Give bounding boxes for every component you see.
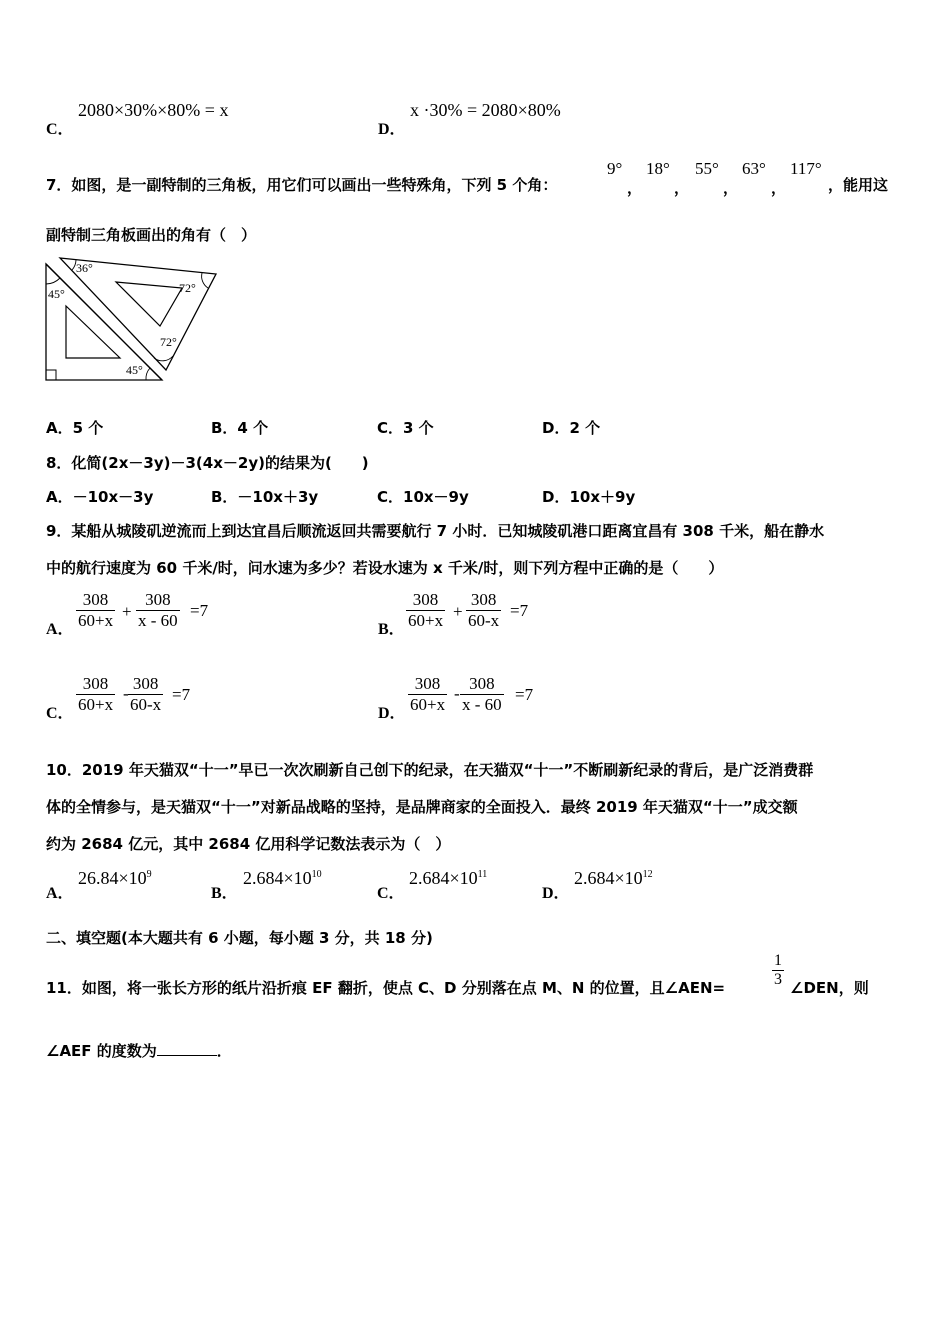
section-heading: 二、填空题(本大题共有 6 小题，每小题 3 分，共 18 分) bbox=[46, 929, 433, 947]
q9-option-b-operator: + bbox=[453, 602, 463, 621]
q8-option-b: B．－10x＋3y bbox=[211, 488, 319, 506]
q9-stem-line2: 中的航行速度为 60 千米/时，问水速为多少？若设水速为 x 千米/时，则下列方程中正确的是（ ） bbox=[46, 559, 724, 577]
q9-option-c-rhs: =7 bbox=[172, 685, 191, 704]
q7-angle-3: 55° bbox=[695, 159, 719, 178]
angle-arc bbox=[202, 273, 208, 288]
q9-option-d-fraction-1: $\frac{308}{60+x}$ bbox=[410, 674, 446, 714]
q10-option-a-expression: $26.84\times 10^9$ bbox=[78, 868, 152, 888]
q10-option-a-label: A． bbox=[46, 885, 74, 902]
q7-angle-4: 63° bbox=[742, 159, 766, 178]
angle-arc bbox=[146, 368, 150, 380]
q7-angle-1: 9° bbox=[607, 159, 623, 178]
q7-stem-part3: 副特制三角板画出的角有（ ） bbox=[46, 226, 257, 244]
q9-option-c-label: C． bbox=[46, 705, 74, 722]
q7-option-c: C．3 个 bbox=[377, 419, 434, 437]
q7-stem-part1: 7．如图，是一副特制的三角板，用它们可以画出一些特殊角，下列 5 个角： bbox=[46, 176, 558, 194]
q9-option-a-operator: + bbox=[122, 602, 132, 621]
q9-option-b-rhs: =7 bbox=[510, 601, 529, 620]
q10-option-b-expression: $2.684\times 10^{10}$ bbox=[243, 868, 322, 888]
q10-option-d-label: D． bbox=[542, 885, 570, 902]
q9-option-d-fraction-2: $\frac{308}{x - 60}$ bbox=[462, 674, 502, 714]
q8-option-a: A．－10x－3y bbox=[46, 488, 154, 506]
q11-stem-line2: ∠AEF 的度数为 ． bbox=[46, 1042, 232, 1060]
q10-stem-line1: 10．2019 年天猫双“十一”早已一次次刷新自己创下的纪录，在天猫双“十一”不断刷新纪录的背后，是广泛消费群 bbox=[46, 761, 814, 779]
q9-option-a-rhs: =7 bbox=[190, 601, 209, 620]
q9-option-a-fraction-1: $\frac{308}{60+x}$ bbox=[78, 590, 114, 630]
q7-stem-part2: ，能用这 bbox=[828, 176, 889, 194]
q10-option-d-expression: $2.684\times 10^{12}$ bbox=[574, 868, 653, 888]
angle-arc bbox=[46, 278, 60, 284]
q9-option-a-fraction-2: $\frac{308}{x - 60}$ bbox=[138, 590, 178, 630]
right-angle-mark bbox=[46, 370, 56, 380]
q6-option-d-label: D． bbox=[378, 121, 406, 138]
angle-arc bbox=[154, 356, 173, 361]
q9-option-d-rhs: =7 bbox=[515, 685, 534, 704]
q7-separator: ， bbox=[674, 179, 690, 197]
figure-angle-label: 36° bbox=[76, 261, 93, 275]
q10-option-c-expression: $2.684\times 10^{11}$ bbox=[409, 868, 488, 888]
q9-option-c-operator: - bbox=[123, 684, 129, 703]
figure-angle-label: 72° bbox=[160, 335, 177, 349]
q11-fraction: $\frac{1}{3}$ bbox=[774, 952, 782, 988]
q9-option-b-fraction-2: $\frac{308}{60-x}$ bbox=[468, 590, 500, 630]
q6-option-c-expression: 2080×30%×80% = x bbox=[78, 100, 229, 120]
q11-stem-part2: ∠DEN，则 bbox=[790, 979, 869, 997]
q9-option-c-fraction-2: $\frac{308}{60-x}$ bbox=[130, 674, 162, 714]
q7-separator: ， bbox=[771, 179, 787, 197]
q7-option-a: A．5 个 bbox=[46, 419, 104, 437]
figure-angle-label: 72° bbox=[179, 281, 196, 295]
q6-option-c-label: C． bbox=[46, 121, 74, 138]
q9-stem-line1: 9．某船从城陵矶逆流而上到达宜昌后顺流返回共需要航行 7 小时．已知城陵矶港口距离宜昌有 308 千米，船在静水 bbox=[46, 522, 825, 540]
q7-separator: ， bbox=[723, 179, 739, 197]
q8-stem: 8．化简(2x－3y)－3(4x－2y)的结果为( ) bbox=[46, 454, 369, 472]
q10-option-b-label: B． bbox=[211, 885, 238, 902]
figure-angle-label: 45° bbox=[126, 363, 143, 377]
q10-stem-line2: 体的全情参与，是天猫双“十一”对新品战略的坚持，是品牌商家的全面投入．最终 2019 年天猫双“十一”成交额 bbox=[46, 798, 798, 816]
q10-stem-line3: 约为 2684 亿元，其中 2684 亿用科学记数法表示为（ ） bbox=[46, 835, 451, 853]
q10-option-c-label: C． bbox=[377, 885, 405, 902]
q7-option-d: D．2 个 bbox=[542, 419, 601, 437]
q9-option-b-label: B． bbox=[378, 621, 405, 638]
q9-option-a-label: A． bbox=[46, 621, 74, 638]
q7-option-b: B．4 个 bbox=[211, 419, 269, 437]
special-triangle-inner bbox=[116, 282, 182, 326]
q9-option-c-fraction-1: $\frac{308}{60+x}$ bbox=[78, 674, 114, 714]
q7-separator: ， bbox=[627, 179, 643, 197]
q6-option-d-expression: x ·30% = 2080×80% bbox=[410, 100, 561, 120]
q9-option-d-operator: - bbox=[454, 684, 460, 703]
q7-angle-2: 18° bbox=[646, 159, 670, 178]
answer-blank[interactable] bbox=[157, 1041, 217, 1056]
q8-option-c: C．10x－9y bbox=[377, 488, 469, 506]
q9-option-d-label: D． bbox=[378, 705, 406, 722]
q8-option-d: D．10x＋9y bbox=[542, 488, 636, 506]
right-isosceles-triangle-inner bbox=[66, 306, 120, 358]
triangle-hypotenuse bbox=[46, 264, 162, 380]
figure-angle-label: 45° bbox=[48, 287, 65, 301]
q9-option-b-fraction-1: $\frac{308}{60+x}$ bbox=[408, 590, 444, 630]
q7-angle-5: 117° bbox=[790, 159, 822, 178]
q11-stem-part1: 11．如图，将一张长方形的纸片沿折痕 EF 翻折，使点 C、D 分别落在点 M、N 的位置，且∠AEN= bbox=[46, 979, 726, 997]
q7-set-square-figure bbox=[42, 254, 222, 386]
